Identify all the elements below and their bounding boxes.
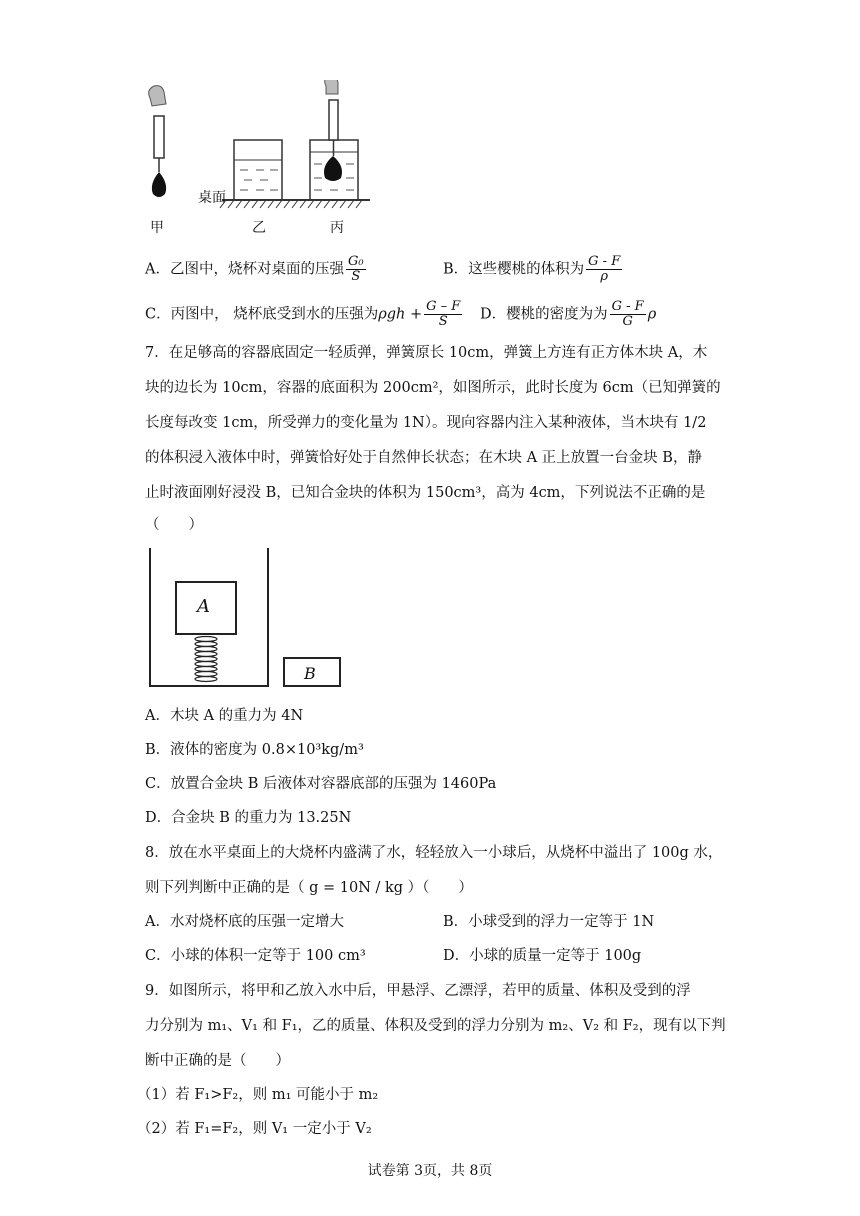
figure-cherry-experiment — [130, 80, 390, 220]
q7-stem-line: （ ） — [145, 517, 203, 533]
spring-scale-icon — [154, 116, 164, 158]
q9-stem-line: 力分别为 m₁、V₁ 和 F₁，乙的质量、体积及受到的浮力分别为 m₂、V₂ 和 F₂，现有以下判 — [145, 1018, 726, 1034]
q7-stem-line: 的体积浸入液体中时，弹簧恰好处于自然伸长状态；在木块 A 正上放置一台金块 B，静 — [145, 450, 702, 466]
q8-option-d: D．小球的质量一定等于 100g — [443, 948, 642, 964]
q8-option-a: A．水对烧杯底的压强一定增大 — [145, 914, 344, 930]
q7-option-b: B．液体的密度为 0.8×10³kg/m³ — [145, 742, 364, 758]
q7-stem-line: 块的边长为 10cm，容器的底面积为 200cm²，如图所示，此时长度为 6cm（已知弹簧的 — [145, 380, 721, 396]
q8-stem-line: 则下列判断中正确的是（ g = 10N / kg ）（ ） — [145, 880, 473, 896]
q9-statement-2: （2）若 F₁=F₂，则 V₁ 一定小于 V₂ — [137, 1121, 372, 1137]
spring-icon — [195, 637, 217, 682]
figure-label-jia: 甲 — [150, 220, 164, 236]
block-a-label: A — [197, 596, 210, 617]
q7-stem-line: 7．在足够高的容器底固定一轻质弹，弹簧原长 10cm，弹簧上方连有正方体木块 A，木 — [145, 345, 708, 361]
q8-stem-line: 8．放在水平桌面上的大烧杯内盛满了水，轻轻放入一小球后，从烧杯中溢出了 100g 水， — [145, 845, 723, 861]
figure-label-bing: 丙 — [330, 220, 344, 236]
figure-spring-container — [140, 540, 350, 695]
q7-option-d: D．合金块 B 的重力为 13.25N — [145, 810, 352, 826]
q7-stem-line: 长度每改变 1cm，所受弹力的变化量为 1N）。现向容器内注入某种液体，当木块有 1/2 — [145, 415, 707, 431]
q6-option-a: A．乙图中，烧杯对桌面的压强 $\frac{\text{G₀}}{S}$ — [145, 254, 364, 284]
q6-option-d: D．樱桃的密度为为 $\frac{G - F}{G}$ ρ — [480, 299, 657, 329]
q7-stem-line: 止时液面刚好浸没 B，已知合金块的体积为 150cm³，高为 4cm，下列说法不正确的是 — [145, 485, 706, 501]
q9-stem-line: 断中正确的是（ ） — [145, 1053, 290, 1069]
cherries-icon — [152, 172, 166, 197]
q6-option-c: C．丙图中， 烧杯底受到水的压强为ρgh + $\frac{G - F}{S}$ — [145, 299, 461, 329]
beaker-icon — [234, 140, 282, 200]
cherries-icon — [324, 156, 342, 181]
block-b-label: B — [304, 664, 316, 683]
spring-scale-icon — [329, 100, 338, 140]
q7-option-a: A．木块 A 的重力为 4N — [145, 708, 304, 724]
figure-label-yi: 乙 — [252, 220, 266, 236]
page-footer: 试卷第 3页，共 8页 — [367, 1163, 493, 1179]
hand-icon — [149, 86, 166, 106]
desk-label: 桌面 — [198, 190, 226, 206]
q8-option-b: B．小球受到的浮力一定等于 1N — [443, 914, 655, 930]
q9-stem-line: 9．如图所示，将甲和乙放入水中后，甲悬浮、乙漂浮，若甲的质量、体积及受到的浮 — [145, 983, 691, 999]
q6-option-b: B．这些樱桃的体积为 $\frac{G - F}{\rho}$ — [443, 254, 621, 284]
q8-option-c: C．小球的体积一定等于 100 cm³ — [145, 948, 366, 964]
q9-statement-1: （1）若 F₁>F₂，则 m₁ 可能小于 m₂ — [137, 1087, 379, 1103]
q7-option-c: C．放置合金块 B 后液体对容器底部的压强为 1460Pa — [145, 776, 497, 792]
hand-icon — [325, 80, 338, 94]
